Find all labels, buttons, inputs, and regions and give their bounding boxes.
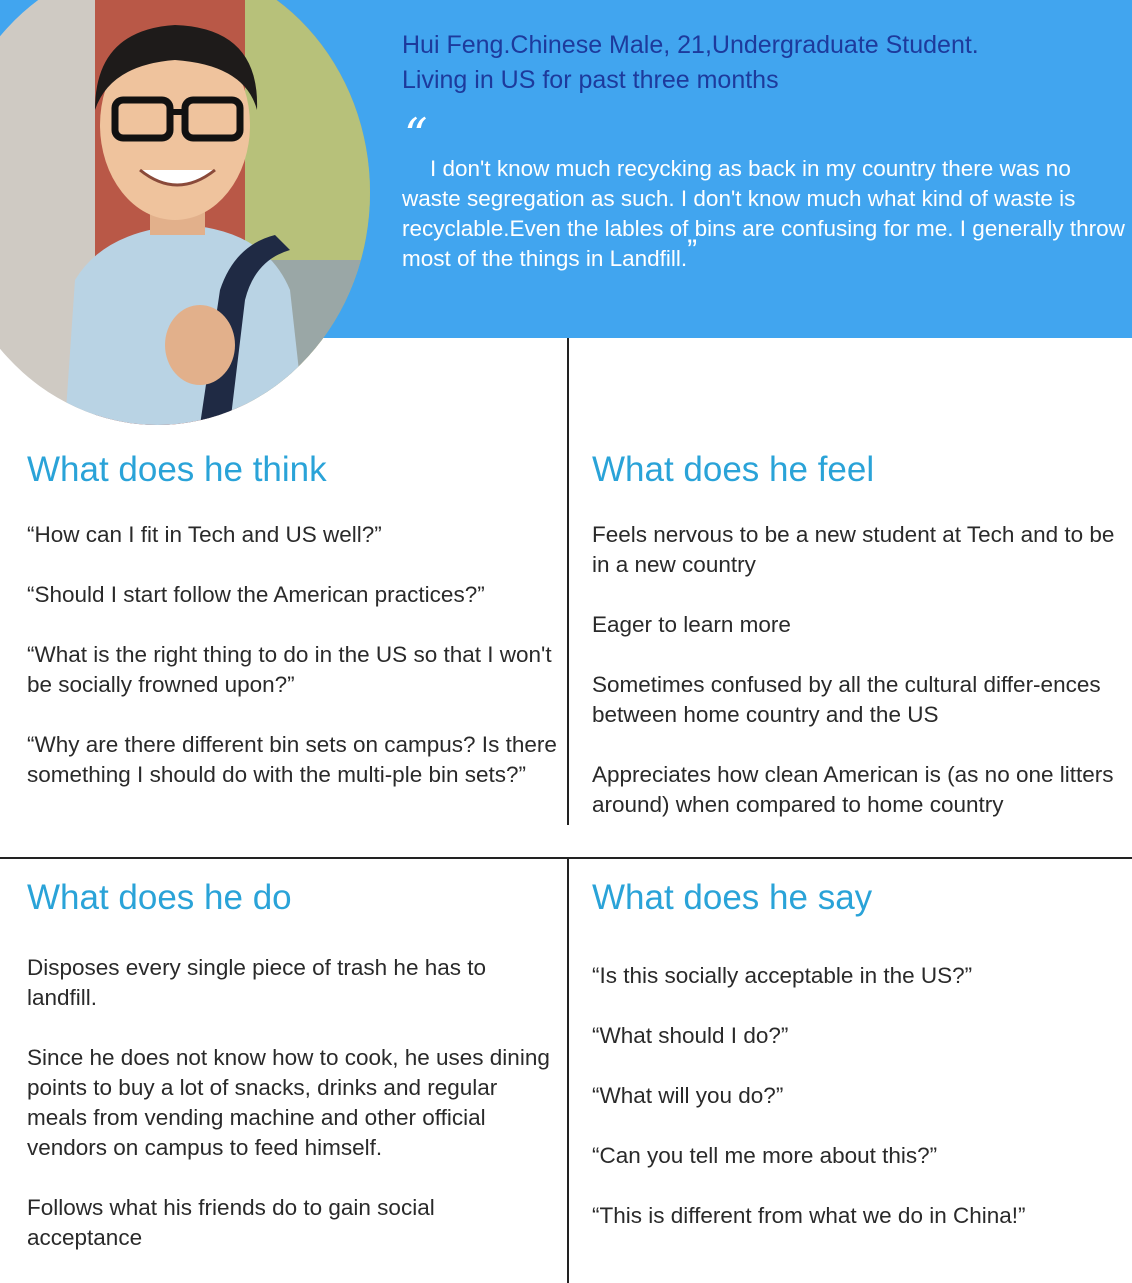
persona-title-line1: Hui Feng.Chinese Male, 21,Undergraduate Student.: [402, 31, 979, 59]
feel-item: Appreciates how clean American is (as no one litters around) when compared to home country: [592, 762, 1114, 817]
divider-horizontal: [0, 857, 1132, 859]
think-item: “Why are there different bin sets on campus? Is there something I should do with the multi-ple bin sets?”: [27, 732, 557, 787]
persona-quote-body: I don't know much recycking as back in my country there was no waste segregation as such. I don't know much what kind of waste is recyclable.Even the lables of bins are confusing for me. I generally throw most of the things in Landfill.: [402, 156, 1125, 271]
persona-title-line2: Living in US for past three months: [402, 66, 779, 94]
say-item: “Can you tell me more about this?”: [592, 1143, 938, 1168]
divider-vertical-bottom: [567, 857, 569, 1283]
say-quadrant: [592, 878, 1122, 1261]
do-item: Disposes every single piece of trash he has to landfill.: [27, 955, 486, 1010]
think-quadrant: [27, 450, 557, 820]
say-heading: What does he say: [592, 878, 873, 917]
do-quadrant: [27, 878, 552, 1283]
say-item: “What should I do?”: [592, 1023, 789, 1048]
divider-vertical-top: [567, 338, 569, 825]
think-heading: What does he think: [27, 450, 327, 489]
feel-list: [592, 520, 1122, 820]
do-item: Since he does not know how to cook, he uses dining points to buy a lot of snacks, drinks and regular meals from vending machine and other official vendors on campus to feed himself.: [27, 1045, 550, 1160]
think-item: “What is the right thing to do in the US so that I won't be socially frowned upon?”: [27, 642, 552, 697]
persona-quote: [402, 154, 1127, 274]
say-item: “What will you do?”: [592, 1083, 784, 1108]
student-portrait-photo: [0, 0, 370, 425]
think-item: “Should I start follow the American practices?”: [27, 582, 485, 607]
say-item: “This is different from what we do in China!”: [592, 1203, 1026, 1228]
do-item: Follows what his friends do to gain social acceptance: [27, 1195, 435, 1250]
portrait-illustration: [0, 0, 370, 425]
feel-item: Sometimes confused by all the cultural differ-ences between home country and the US: [592, 672, 1101, 727]
feel-quadrant: [592, 450, 1122, 850]
think-item: “How can I fit in Tech and US well?”: [27, 522, 382, 547]
feel-heading: What does he feel: [592, 450, 875, 489]
persona-title: [402, 28, 1122, 98]
open-quote-icon: “: [404, 108, 428, 162]
feel-item: Eager to learn more: [592, 612, 791, 637]
say-item: “Is this socially acceptable in the US?”: [592, 963, 973, 988]
persona-header: [0, 0, 1132, 338]
say-list: [592, 961, 1122, 1231]
close-quote-icon: ”: [687, 234, 698, 267]
feel-item: Feels nervous to be a new student at Tech and to be in a new country: [592, 522, 1115, 577]
think-list: [27, 520, 557, 790]
do-list: [27, 953, 552, 1253]
do-heading: What does he do: [27, 878, 292, 917]
